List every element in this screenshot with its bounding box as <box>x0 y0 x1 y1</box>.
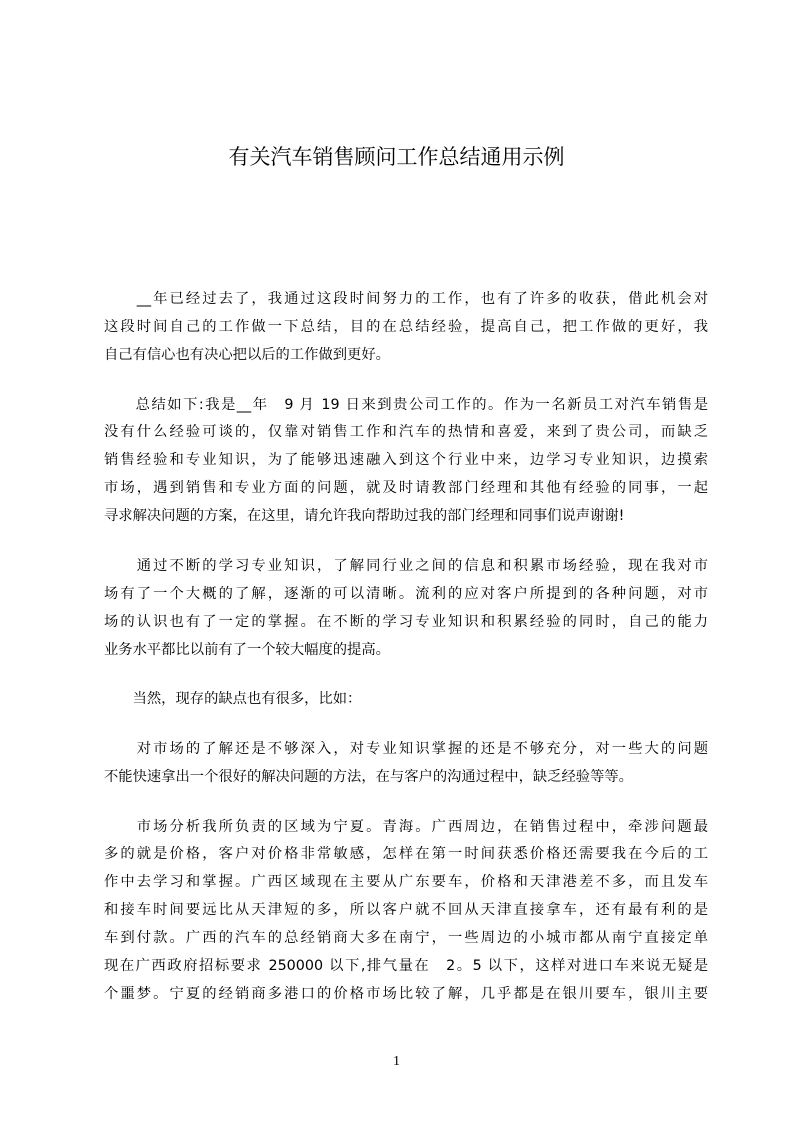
text-line: 场的认识也有了一定的掌握。在不断的学习专业知识和积累经验的同时，自己的能力 <box>104 613 708 630</box>
document-body <box>104 286 708 1031</box>
text-line: 作中去学习和掌握。广西区域现在主要从广东要车，价格和天津港差不多，而且发车 <box>104 874 708 891</box>
text-line: 自己有信心也有决心把以后的工作做到更好。 <box>104 346 390 363</box>
text-line: 现在广西政府招标要求 250000 以下,排气量在 2。5 以下，这样对进口车来说无疑是 <box>104 958 708 975</box>
text-line: 市场分析我所负责的区域为宁夏。青海。广西周边，在销售过程中，牵涉问题最 <box>104 818 708 835</box>
text-line: 寻求解决问题的方案，在这里，请允许我向帮助过我的部门经理和同事们说声谢谢! <box>104 508 625 525</box>
text-line: 业务水平都比以前有了一个较大幅度的提高。 <box>104 641 390 658</box>
text-line: 这段时间自己的工作做一下总结，目的在总结经验，提高自己，把工作做的更好，我 <box>104 318 708 335</box>
text-line: 销售经验和专业知识，为了能够迅速融入到这个行业中来，边学习专业知识，边摸索 <box>104 452 708 469</box>
text-line: 个噩梦。宁夏的经销商多港口的价格市场比较了解，几乎都是在银川要车，银川主要 <box>104 986 708 1003</box>
text-line: 多的就是价格，客户对价格非常敏感，怎样在第一时间获悉价格还需要我在今后的工 <box>104 846 708 863</box>
text-line: 没有什么经验可谈的，仅靠对销售工作和汽车的热情和喜爱，来到了贵公司，而缺乏 <box>104 424 708 441</box>
text-line: 场有了一个大概的了解，逐渐的可以清晰。流利的应对客户所提到的各种问题，对市 <box>104 585 708 602</box>
paragraph-learning <box>104 553 708 665</box>
text-line: __年已经过去了，我通过这段时间努力的工作，也有了许多的收获，借此机会对 <box>104 291 708 307</box>
document-title: 有关汽车销售顾问工作总结通用示例 <box>228 145 565 169</box>
text-line: 当然，现存的缺点也有很多，比如： <box>104 691 362 708</box>
text-line: 和接车时间要远比从天津短的多，所以客户就不回从天津直接拿车，还有最有利的是 <box>104 902 708 919</box>
text-line: 通过不断的学习专业知识，了解同行业之间的信息和积累市场经验，现在我对市 <box>104 557 708 574</box>
text-line: 市场，遇到销售和专业方面的问题，就及时请教部门经理和其他有经验的同事，一起 <box>104 480 708 497</box>
text-line: 车到付款。广西的汽车的总经销商大多在南宁，一些周边的小城市都从南宁直接定单 <box>104 930 708 947</box>
paragraph-shortcomings <box>104 736 708 792</box>
page-number: 1 <box>393 1054 400 1069</box>
paragraph-intro <box>104 286 708 370</box>
text-line: 总结如下:我是__年 9 月 19 日来到贵公司工作的。作为一名新员工对汽车销售是 <box>104 396 708 413</box>
text-line: 对市场的了解还是不够深入，对专业知识掌握的还是不够充分，对一些大的问题 <box>104 740 708 757</box>
text-line: 不能快速拿出一个很好的解决问题的方法，在与客户的沟通过程中，缺乏经验等等。 <box>104 768 633 785</box>
paragraph-summary <box>104 392 708 532</box>
paragraph-market-analysis <box>104 814 708 1009</box>
paragraph-shortcomings-intro <box>104 686 708 714</box>
